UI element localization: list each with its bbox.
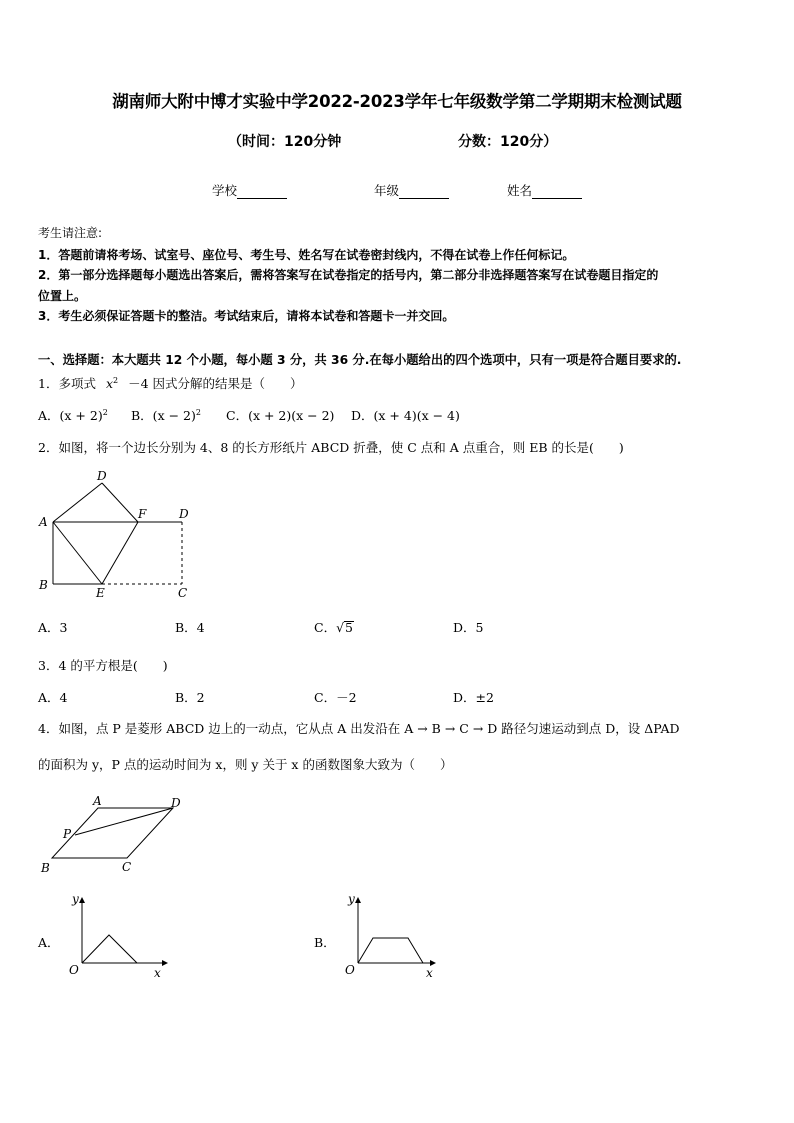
notes-heading: 考生请注意:: [38, 226, 103, 240]
q4-option-a[interactable]: A．: [38, 935, 60, 950]
label-c: C: [178, 586, 188, 600]
name-field: 姓名: [507, 181, 582, 199]
q2-option-b[interactable]: B．4: [175, 620, 205, 635]
note-item: 1．答题前请将考场、试室号、座位号、考生号、姓名写在试卷密封线内，不得在试卷上作任何标记。: [38, 248, 575, 262]
x-axis-label: x: [154, 966, 161, 980]
q4-graph-b: [338, 893, 448, 983]
q4-option-b[interactable]: B．: [314, 935, 336, 950]
grade-field: 年级: [374, 181, 449, 199]
q3-option-d[interactable]: D．±2: [453, 690, 494, 705]
q1-option-d[interactable]: D．(x + 4)(x − 4): [351, 408, 460, 423]
y-axis-label: y: [348, 893, 355, 906]
label-a: A: [93, 794, 102, 808]
q3-option-a[interactable]: A．4: [38, 690, 68, 705]
y-axis-label: y: [72, 893, 79, 906]
q2-option-d[interactable]: D．5: [453, 620, 484, 635]
note-item: 3．考生必须保证答题卡的整洁。考试结束后，请将本试卷和答题卡一并交回。: [38, 309, 455, 323]
q2-rectangle-figure: [30, 465, 210, 605]
page-title: 湖南师大附中博才实验中学2022-2023学年七年级数学第二学期期末检测试题: [112, 92, 682, 111]
section-heading: 一、选择题：本大题共 12 个小题，每小题 3 分，共 36 分.在每小题给出的四个选项中，只有一项是符合题目要求的.: [38, 353, 682, 367]
question-1-stem: 1．多项式 $x^2 -4$ 因式分解的结果是（ ）: [38, 375, 303, 391]
q2-option-a[interactable]: A．3: [38, 620, 68, 635]
question-4-stem-line2: 的面积为 y，P 点的运动时间为 x，则 y 关于 x 的函数图象大致为（ ）: [38, 757, 453, 772]
label-e: E: [96, 586, 105, 600]
label-c: C: [122, 860, 132, 874]
label-d: D: [171, 796, 181, 810]
label-d: D: [179, 507, 189, 521]
label-b: B: [41, 861, 50, 875]
label-p: P: [63, 827, 72, 841]
q4-graph-a: [62, 893, 172, 983]
x-axis-label: x: [426, 966, 433, 980]
q2-option-c[interactable]: C．√5: [314, 620, 353, 635]
q1-option-a[interactable]: A．$(x + 2)^2$: [38, 407, 108, 423]
question-2-stem: 2．如图，将一个边长分别为 4、8 的长方形纸片 ABCD 折叠，使 C 点和 A 点重合，则 EB 的长是( ): [38, 440, 624, 455]
origin-label: O: [345, 963, 355, 977]
q4-rhombus-figure: [30, 790, 210, 885]
label-f: F: [138, 507, 147, 521]
q3-option-c[interactable]: C．－2: [314, 690, 357, 705]
label-b: B: [39, 578, 48, 592]
q1-option-c[interactable]: C．(x + 2)(x − 2): [226, 408, 335, 423]
origin-label: O: [69, 963, 79, 977]
school-field: 学校: [212, 181, 287, 199]
question-3-stem: 3．4 的平方根是( ): [38, 658, 168, 673]
label-d-top: D: [97, 469, 107, 483]
label-a: A: [39, 515, 48, 529]
exam-time: （时间：120分钟: [228, 134, 342, 150]
q1-option-b[interactable]: B．$(x - 2)^2$: [131, 407, 201, 423]
note-item: 位置上。: [38, 289, 87, 303]
exam-score: 分数：120分）: [458, 134, 558, 150]
q3-option-b[interactable]: B．2: [175, 690, 205, 705]
note-item: 2．第一部分选择题每小题选出答案后，需将答案写在试卷指定的括号内，第二部分非选择题答案写在试卷题目指定的: [38, 268, 659, 282]
question-4-stem-line1: 4．如图，点 P 是菱形 ABCD 边上的一动点，它从点 A 出发沿在 A → B → C → D 路径匀速运动到点 D，设 ΔPAD: [38, 721, 680, 736]
